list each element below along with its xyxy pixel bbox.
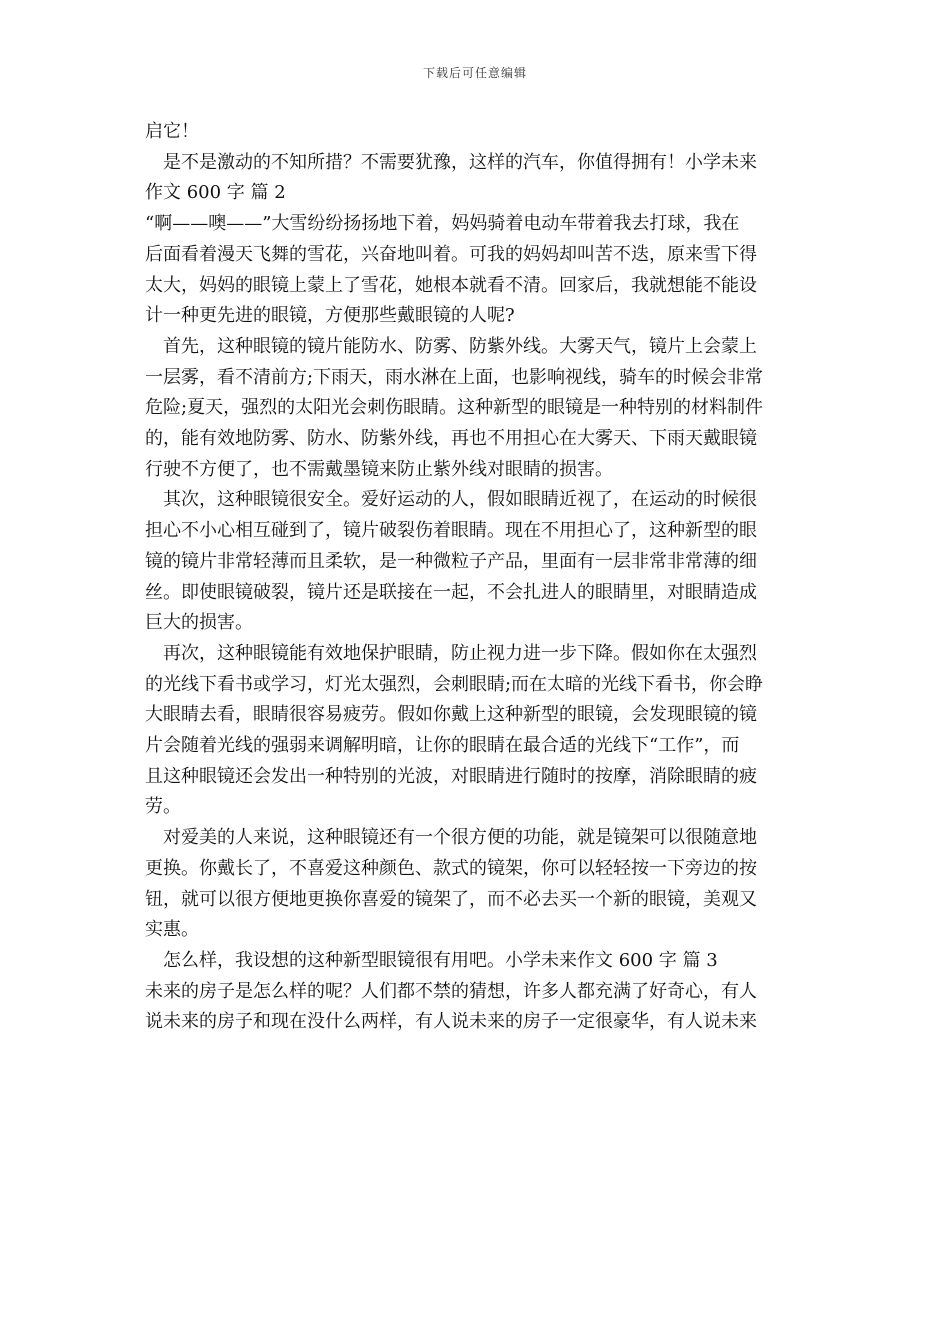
text-line: 钮，就可以很方便地更换你喜爱的镜架了，而不必去买一个新的眼镜，美观又	[145, 888, 757, 910]
text-line: 首先，这种眼镜的镜片能防水、防雾、防紫外线。大雾天气，镜片上会蒙上	[145, 335, 757, 357]
text-line: 未来的房子是怎么样的呢？人们都不禁的猜想，许多人都充满了好奇心，有人	[145, 980, 757, 1002]
text-line: 后面看着漫天飞舞的雪花，兴奋地叫着。可我的妈妈却叫苦不迭，原来雪下得	[145, 243, 757, 265]
text-line: 再次，这种眼镜能有效地保护眼睛，防止视力进一步下降。假如你在太强烈	[145, 642, 757, 664]
page-header: 下载后可任意编辑	[422, 66, 527, 80]
text-line: 更换。你戴长了，不喜爱这种颜色、款式的镜架，你可以轻轻按一下旁边的按	[145, 857, 757, 879]
text-line: 担心不小心相互碰到了，镜片破裂伤着眼睛。现在不用担心了，这种新型的眼	[145, 520, 757, 542]
text-line: 计一种更先进的眼镜，方便那些戴眼镜的人呢?	[145, 305, 515, 327]
text-line: 的光线下看书或学习，灯光太强烈，会刺眼睛;而在太暗的光线下看书，你会睁	[145, 673, 764, 695]
text-line: 丝。即使眼镜破裂，镜片还是联接在一起，不会扎进人的眼睛里，对眼睛造成	[145, 581, 757, 603]
text-line: 是不是激动的不知所措？不需要犹豫，这样的汽车，你值得拥有！小学未来	[145, 151, 757, 173]
text-line: 一层雾，看不清前方;下雨天，雨水淋在上面，也影响视线，骑车的时候会非常	[145, 366, 764, 388]
text-line: 且这种眼镜还会发出一种特别的光波，对眼睛进行随时的按摩，消除眼睛的疲	[145, 765, 757, 787]
text-line: 的，能有效地防雾、防水、防紫外线，再也不用担心在大雾天、下雨天戴眼镜	[145, 428, 757, 450]
text-line: 劳。	[145, 796, 181, 818]
text-line: 行驶不方便了，也不需戴墨镜来防止紫外线对眼睛的损害。	[145, 458, 613, 480]
text-line: 实惠。	[145, 919, 199, 941]
text-line: 大眼睛去看，眼睛很容易疲劳。假如你戴上这种新型的眼镜，会发现眼镜的镜	[145, 704, 757, 726]
text-line: 镜的镜片非常轻薄而且柔软，是一种微粒子产品，里面有一层非常非常薄的细	[145, 550, 757, 572]
text-line: 片会随着光线的强弱来调解明暗，让你的眼睛在最合适的光线下“工作”，而	[145, 735, 740, 757]
text-line: 太大，妈妈的眼镜上蒙上了雪花，她根本就看不清。回家后，我就想能不能设	[145, 274, 757, 296]
text-line: 说未来的房子和现在没什么两样，有人说未来的房子一定很豪华，有人说未来	[145, 1011, 757, 1033]
text-line: 怎么样，我设想的这种新型眼镜很有用吧。小学未来作文 600 字 篇 3	[145, 949, 718, 971]
document-body	[145, 117, 809, 1038]
text-line: 作文 600 字 篇 2	[145, 182, 286, 204]
text-line: 其次，这种眼镜很安全。爱好运动的人，假如眼睛近视了，在运动的时候很	[145, 489, 757, 511]
text-line: 巨大的损害。	[145, 612, 253, 634]
text-line: “啊——噢——”大雪纷纷扬扬地下着，妈妈骑着电动车带着我去打球，我在	[145, 213, 740, 235]
text-line: 对爱美的人来说，这种眼镜还有一个很方便的功能，就是镜架可以很随意地	[145, 827, 757, 849]
text-line: 危险;夏天，强烈的太阳光会刺伤眼睛。这种新型的眼镜是一种特别的材料制件	[145, 397, 764, 419]
text-line: 启它！	[145, 121, 199, 142]
